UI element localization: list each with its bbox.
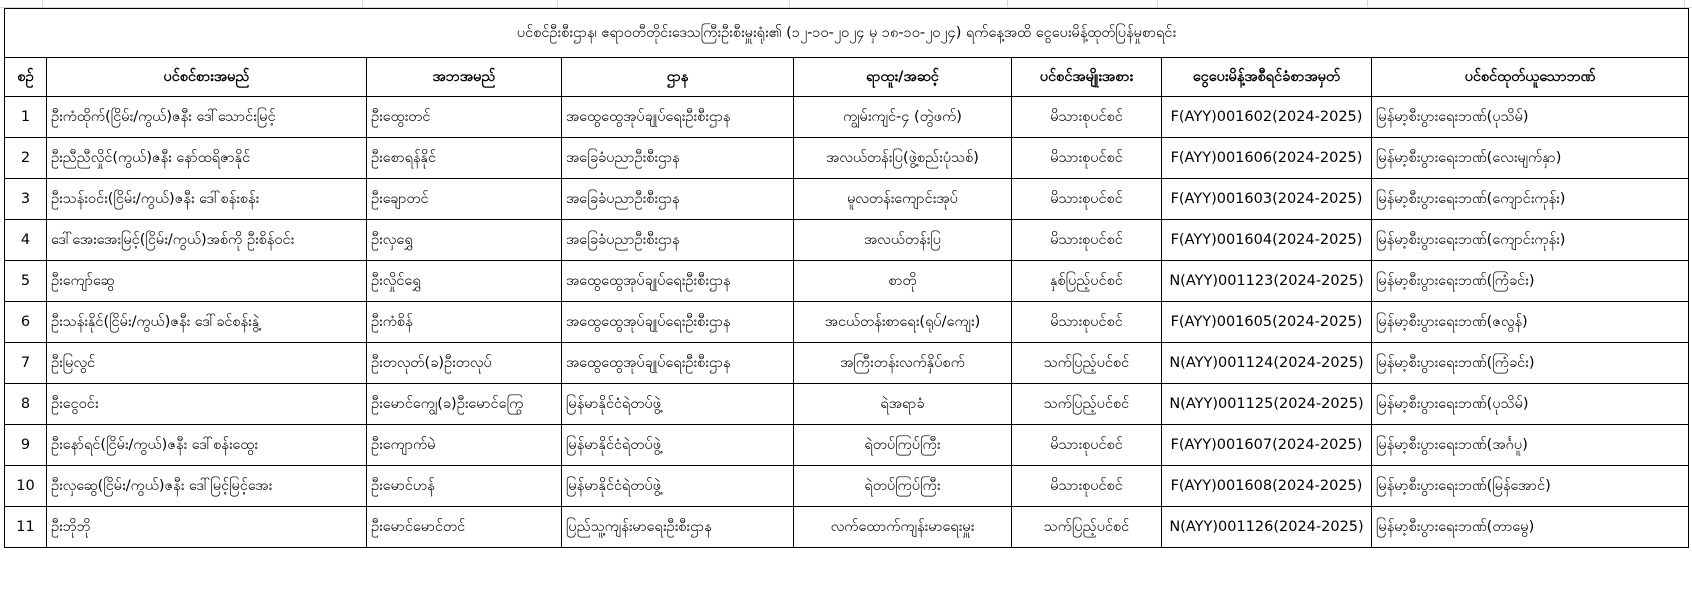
cell-department: အခြေခံပညာဦးစီးဌာန	[562, 138, 794, 179]
cell-department: ပြည်သူ့ကျန်းမာရေးဦးစီးဌာန	[562, 507, 794, 548]
cell-father-name: ဦးကံစိန်	[367, 302, 562, 343]
cell-department: မြန်မာနိုင်ငံရဲတပ်ဖွဲ့	[562, 466, 794, 507]
cell-father-name: ဦးမောင်မောင်တင်	[367, 507, 562, 548]
cell-bank: မြန်မာ့စီးပွားရေးဘဏ်(ကျောင်းကုန်း)	[1372, 220, 1689, 261]
cell-department: အခြေခံပညာဦးစီးဌာန	[562, 179, 794, 220]
table-row	[5, 302, 1689, 343]
cell-pensioner-name: ဦးဘိုဘို	[47, 507, 367, 548]
column-header-rank: ရာထူး/အဆင့်	[794, 58, 1012, 97]
pension-payment-table	[4, 8, 1689, 548]
cell-father-name: ဦးတလုတ်(ခ)ဦးတလုပ်	[367, 343, 562, 384]
cell-bank: မြန်မာ့စီးပွားရေးဘဏ်(ကြံခင်း)	[1372, 261, 1689, 302]
cell-rank: စာတို	[794, 261, 1012, 302]
cell-serial: 10	[5, 466, 47, 507]
cell-father-name: ဦးလှရွှေ	[367, 220, 562, 261]
cell-pensioner-name: ဦးသန်းဝင်း(ငြိမ်း/ကွယ်)ဇနီး ဒေါ်စန်းစန်း	[47, 179, 367, 220]
cell-report-number: F(AYY)001602(2024-2025)	[1162, 97, 1372, 138]
cell-pensioner-name: ဦးကံထိုက်(ငြိမ်း/ကွယ်)ဇနီး ဒေါ်သောင်းမြင့်	[47, 97, 367, 138]
cell-pension-type: မိသားစုပင်စင်	[1012, 220, 1162, 261]
page-title: ပင်စင်ဦးစီးဌာန၊ ဧရာဝတီတိုင်းဒေသကြီးဦးစီးမှူးရုံး၏ (၁၂-၁၀-၂၀၂၄ မှ ၁၈-၁၀-၂၀၂၄) ရက်နေ့အထိ ငွေပေးမိန့်ထုတ်ပြန်မှုစာရင်း	[5, 9, 1689, 58]
cell-report-number: N(AYY)001126(2024-2025)	[1162, 507, 1372, 548]
cell-bank: မြန်မာ့စီးပွားရေးဘဏ်(လေးမျက်နှာ)	[1372, 138, 1689, 179]
column-header-department: ဌာန	[562, 58, 794, 97]
cell-department: မြန်မာနိုင်ငံရဲတပ်ဖွဲ့	[562, 425, 794, 466]
table-row	[5, 179, 1689, 220]
cell-father-name: ဦးမောင်ဟန်	[367, 466, 562, 507]
cell-pensioner-name: ဦးလှဆွေ(ငြိမ်း/ကွယ်)ဇနီး ဒေါ်မြင့်မြင့်အေး	[47, 466, 367, 507]
cell-bank: မြန်မာ့စီးပွားရေးဘဏ်(ကြံခင်း)	[1372, 343, 1689, 384]
table-row	[5, 466, 1689, 507]
column-header-report-number: ငွေပေးမိန့်အစီရင်ခံစာအမှတ်	[1162, 58, 1372, 97]
cell-serial: 1	[5, 97, 47, 138]
column-header-serial: စဉ်	[5, 58, 47, 97]
cell-pension-type: မိသားစုပင်စင်	[1012, 97, 1162, 138]
cell-pensioner-name: ဒေါ်အေးအေးမြင့်(ငြိမ်း/ကွယ်)အစ်ကို ဦးစိန်ဝင်း	[47, 220, 367, 261]
cell-pensioner-name: ဦးငွေဝင်း	[47, 384, 367, 425]
cell-pensioner-name: ဦးညီညီလှိုင်(ကွယ်)ဇနီး နော်ထရိဇာနိုင်	[47, 138, 367, 179]
cell-rank: လက်ထောက်ကျန်းမာရေးမှူး	[794, 507, 1012, 548]
cell-report-number: F(AYY)001608(2024-2025)	[1162, 466, 1372, 507]
cell-bank: မြန်မာ့စီးပွားရေးဘဏ်(ဇလွန်)	[1372, 302, 1689, 343]
cell-pensioner-name: ဦးသန်းနိုင်(ငြိမ်း/ကွယ်)ဇနီး ဒေါ်ခင်စန်းနွဲ့	[47, 302, 367, 343]
cell-pension-type: မိသားစုပင်စင်	[1012, 138, 1162, 179]
cell-bank: မြန်မာ့စီးပွားရေးဘဏ်(အင်္ဂပူ)	[1372, 425, 1689, 466]
table-row	[5, 97, 1689, 138]
cell-department: အထွေထွေအုပ်ချုပ်ရေးဦးစီးဌာန	[562, 97, 794, 138]
cell-pension-type: သက်ပြည့်ပင်စင်	[1012, 507, 1162, 548]
table-row	[5, 343, 1689, 384]
cell-pensioner-name: ဦးမြလွင်	[47, 343, 367, 384]
cell-serial: 3	[5, 179, 47, 220]
table-row	[5, 384, 1689, 425]
table-row	[5, 138, 1689, 179]
cell-pension-type: သက်ပြည့်ပင်စင်	[1012, 384, 1162, 425]
cell-pension-type: နှစ်ပြည့်ပင်စင်	[1012, 261, 1162, 302]
cell-serial: 7	[5, 343, 47, 384]
cell-pension-type: မိသားစုပင်စင်	[1012, 425, 1162, 466]
cell-report-number: N(AYY)001125(2024-2025)	[1162, 384, 1372, 425]
cell-bank: မြန်မာ့စီးပွားရေးဘဏ်(ပုသိမ်)	[1372, 97, 1689, 138]
cell-pension-type: မိသားစုပင်စင်	[1012, 302, 1162, 343]
cell-serial: 4	[5, 220, 47, 261]
cell-rank: ရဲတပ်ကြပ်ကြီး	[794, 425, 1012, 466]
cell-rank: အငယ်တန်းစာရေး(ရုပ်/ကျေး)	[794, 302, 1012, 343]
cell-rank: အလယ်တန်းပြ	[794, 220, 1012, 261]
table-row	[5, 425, 1689, 466]
cell-rank: အကြီးတန်းလက်နှိပ်စက်	[794, 343, 1012, 384]
cell-pension-type: သက်ပြည့်ပင်စင်	[1012, 343, 1162, 384]
cell-father-name: ဦးကျောက်မဲ	[367, 425, 562, 466]
column-header-father-name: အဘအမည်	[367, 58, 562, 97]
cell-report-number: F(AYY)001606(2024-2025)	[1162, 138, 1372, 179]
cell-pension-type: မိသားစုပင်စင်	[1012, 466, 1162, 507]
cell-rank: ရဲတပ်ကြပ်ကြီး	[794, 466, 1012, 507]
cell-department: အခြေခံပညာဦးစီးဌာန	[562, 220, 794, 261]
cell-report-number: F(AYY)001603(2024-2025)	[1162, 179, 1372, 220]
cell-father-name: ဦးမောင်ကျွေ(ခ)ဦးမောင်ကြွေ	[367, 384, 562, 425]
table-title-row	[5, 9, 1689, 58]
cell-serial: 5	[5, 261, 47, 302]
table-header-row	[5, 58, 1689, 97]
cell-department: အထွေထွေအုပ်ချုပ်ရေးဦးစီးဌာန	[562, 261, 794, 302]
cell-father-name: ဦးချောတင်	[367, 179, 562, 220]
cell-bank: မြန်မာ့စီးပွားရေးဘဏ်(ပုသိမ်)	[1372, 384, 1689, 425]
cell-rank: မူလတန်းကျောင်းအုပ်	[794, 179, 1012, 220]
cell-serial: 6	[5, 302, 47, 343]
cell-father-name: ဦးစောရန်နိုင်	[367, 138, 562, 179]
cell-father-name: ဦးထွေးတင်	[367, 97, 562, 138]
cell-report-number: N(AYY)001123(2024-2025)	[1162, 261, 1372, 302]
table-row	[5, 220, 1689, 261]
cell-pensioner-name: ဦးနော်ရင်(ငြိမ်း/ကွယ်)ဇနီး ဒေါ်စန်းထွေး	[47, 425, 367, 466]
cell-report-number: F(AYY)001605(2024-2025)	[1162, 302, 1372, 343]
cell-report-number: N(AYY)001124(2024-2025)	[1162, 343, 1372, 384]
table-row	[5, 261, 1689, 302]
cell-father-name: ဦးလှိုင်ရွှေ	[367, 261, 562, 302]
cell-rank: အလယ်တန်းပြ(ဖွဲ့စည်းပုံသစ်)	[794, 138, 1012, 179]
cell-rank: ကျွမ်းကျင်-၄ (တွဲဖက်)	[794, 97, 1012, 138]
cell-serial: 2	[5, 138, 47, 179]
cell-pension-type: မိသားစုပင်စင်	[1012, 179, 1162, 220]
column-header-bank: ပင်စင်ထုတ်ယူသောဘဏ်	[1372, 58, 1689, 97]
cell-bank: မြန်မာ့စီးပွားရေးဘဏ်(တာမွေ)	[1372, 507, 1689, 548]
cell-report-number: F(AYY)001604(2024-2025)	[1162, 220, 1372, 261]
cell-report-number: F(AYY)001607(2024-2025)	[1162, 425, 1372, 466]
cell-bank: မြန်မာ့စီးပွားရေးဘဏ်(ကျောင်းကုန်း)	[1372, 179, 1689, 220]
column-header-pensioner-name: ပင်စင်စားအမည်	[47, 58, 367, 97]
cell-department: မြန်မာနိုင်ငံရဲတပ်ဖွဲ့	[562, 384, 794, 425]
cell-rank: ရဲအရာခံ	[794, 384, 1012, 425]
cell-department: အထွေထွေအုပ်ချုပ်ရေးဦးစီးဌာန	[562, 343, 794, 384]
cell-bank: မြန်မာ့စီးပွားရေးဘဏ်(မြန်အောင်)	[1372, 466, 1689, 507]
table-row	[5, 507, 1689, 548]
cell-serial: 9	[5, 425, 47, 466]
cell-serial: 11	[5, 507, 47, 548]
spreadsheet-gridline-strip	[0, 0, 1692, 8]
cell-department: အထွေထွေအုပ်ချုပ်ရေးဦးစီးဌာန	[562, 302, 794, 343]
column-header-pension-type: ပင်စင်အမျိုးအစား	[1012, 58, 1162, 97]
cell-serial: 8	[5, 384, 47, 425]
cell-pensioner-name: ဦးကျော်ဆွေ	[47, 261, 367, 302]
